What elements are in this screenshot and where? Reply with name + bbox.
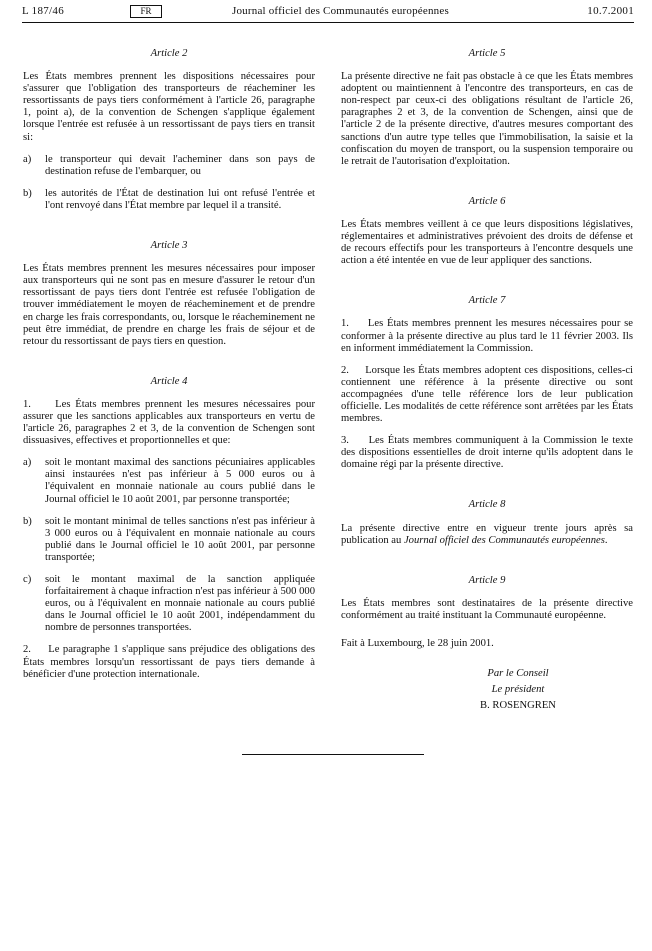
article-paragraph: 1. Les États membres prennent les mesures nécessaires pour assurer que les sanctions applicables aux transporteurs en vertu de l'article 26, paragraphes 2 et 3, de la convention de Schengen sont dissuasives, effectives et proportionnelles et que:: [23, 398, 318, 447]
article-8: [341, 499, 633, 546]
item-label: b): [23, 515, 32, 527]
text-run: .: [604, 534, 608, 546]
article-paragraph: La présente directive ne fait pas obstacle à ce que les États membres adoptent ou maintiennent à l'encontre des transporteurs, en cas de non-respect par ceux-ci des obligations résultant de l'article 26, paragraphes 2 et 3, de la convention de Schengen, ainsi que de l'article 2 de la présente directive, d'autres mesures comportant des sanctions d'un autre type telles que l'immobilisation, la saisie et la confiscation du moyen de transport, ou la suspension temporaire ou le retrait de l'autorisation d'exploitation.: [341, 71, 633, 167]
article-paragraph: [341, 523, 633, 547]
article-paragraph: Les États membres sont destinataires de la présente directive conformément au traité instituant la Communauté européenne.: [341, 597, 633, 621]
item-text: soit le montant maximal de la sanction appliquée forfaitairement à chaque infraction n'est pas inférieur à 500 000 euros, ou à l'équivalent en monnaie nationale au cours publié dans le Journal officiel le 10 août 2001, indépendamment du nombre de personnes transportées.: [45, 574, 315, 634]
list-item: [23, 516, 315, 564]
article-title: Article 3: [150, 240, 188, 252]
list-item: [23, 154, 315, 178]
item-label: a): [23, 457, 32, 469]
item-text: soit le montant maximal des sanctions pécuniaires applicables ainsi instaurées n'est pas inférieur à 5 000 euros ou à l'équivalent en monnaie nationale au cours publié dans le Journal officiel le 10 août 2001, par personne transportée;: [45, 457, 315, 505]
article-paragraph: 3. Les États membres communiquent à la Commission le texte des dispositions essentielles de droit interne qu'ils adoptent dans le domaine régi par la présente directive.: [341, 435, 636, 471]
article-title: Article 9: [468, 574, 506, 586]
list-item: [23, 457, 315, 505]
article-paragraph: Les États membres prennent les mesures nécessaires pour imposer aux transporteurs qui ne sont pas en mesure d'assurer le retour d'un ressortissant de pays tiers dont l'entrée est refusée l'obligation de trouver immédiatement le moyen de réacheminement et de prendre en charge les frais correspondants, ou, lorsque le réacheminement ne peut être immédiat, de prendre en charge les frais de séjour et de retour du ressortissant de pays tiers en question.: [23, 263, 315, 347]
footer-rule: [242, 754, 424, 755]
article-title: Article 5: [468, 48, 506, 59]
article-paragraph: 2. Le paragraphe 1 s'applique sans préjudice des obligations des États membres lorsqu'un ressortissant de pays tiers demande à bénéficier d'une protection internationale.: [23, 644, 318, 680]
item-text: soit le montant minimal de telles sanctions n'est pas inférieur à 3 000 euros ou à l'équivalent en monnaie nationale au cours publié dans le Journal officiel le 10 août 2001, par personne transportée;: [45, 515, 315, 563]
article-paragraph: Les États membres veillent à ce que leurs dispositions législatives, réglementaires et administratives prévoient des droits de défense et de recours effectifs pour les transporteurs à l'encontre desquels une action a été intentée en vue de leur appliquer des sanctions.: [341, 218, 633, 267]
article-title: Article 6: [468, 195, 506, 207]
article-title: Article 4: [150, 375, 188, 387]
left-column: [23, 48, 318, 691]
article-3: [23, 240, 315, 348]
list-item: [23, 188, 315, 212]
article-title: Article 7: [468, 295, 506, 307]
publication-date: 10.7.2001: [587, 5, 634, 17]
page-header: [22, 5, 634, 21]
article-5: [341, 48, 633, 168]
article-paragraph: Les États membres prennent les dispositions nécessaires pour s'assurer que l'obligation des transporteurs de réacheminer les ressortissants de pays tiers conformément à l'article 26, paragraphe 1, point a), de la convention de Schengen s'applique également lorsque l'entrée est refusée à un ressortissant de pays tiers en transit si:: [23, 71, 315, 143]
journal-title: Journal officiel des Communautés européennes: [232, 5, 449, 17]
article-2: [23, 48, 315, 212]
right-column: [341, 48, 636, 712]
signature-council: Par le Conseil: [487, 668, 549, 680]
language-box: FR: [130, 5, 162, 18]
article-paragraph: 2. Lorsque les États membres adoptent ces dispositions, celles-ci contiennent une référence à la présente directive ou sont accompagnées d'une telle référence lors de leur publication officielle. Les modalités de cette référence sont arrêtées par les États membres.: [341, 364, 636, 425]
header-rule: [22, 22, 634, 23]
signature-name: B. ROSENGREN: [480, 700, 556, 712]
text-run: La présente directive entre en vigueur trente jours après sa publication au: [341, 522, 633, 546]
article-7: [341, 295, 636, 471]
article-4: [23, 375, 318, 681]
item-text: les autorités de l'État de destination lui ont refusé l'entrée et l'ont renvoyé dans l'État membre par lequel il a transité.: [45, 187, 315, 211]
item-label: c): [23, 574, 32, 585]
item-text: le transporteur qui devait l'acheminer dans son pays de destination refuse de l'embarquer, ou: [45, 153, 315, 177]
page-reference: L 187/46: [22, 5, 65, 17]
closing-line: Fait à Luxembourg, le 28 juin 2001.: [341, 638, 494, 649]
article-9: [341, 575, 633, 622]
article-paragraph: 1. Les États membres prennent les mesures nécessaires pour se conformer à la présente directive au plus tard le 11 février 2003. Ils en informent immédiatement la Commission.: [341, 318, 636, 354]
journal-reference: Journal officiel des Communautés européennes: [403, 534, 605, 546]
signature-role: Le président: [491, 684, 545, 696]
list-item: [23, 574, 315, 634]
article-6: [341, 196, 633, 267]
article-title: Article 2: [150, 48, 188, 59]
item-label: b): [23, 187, 32, 199]
article-title: Article 8: [468, 499, 506, 511]
item-label: a): [23, 153, 32, 165]
